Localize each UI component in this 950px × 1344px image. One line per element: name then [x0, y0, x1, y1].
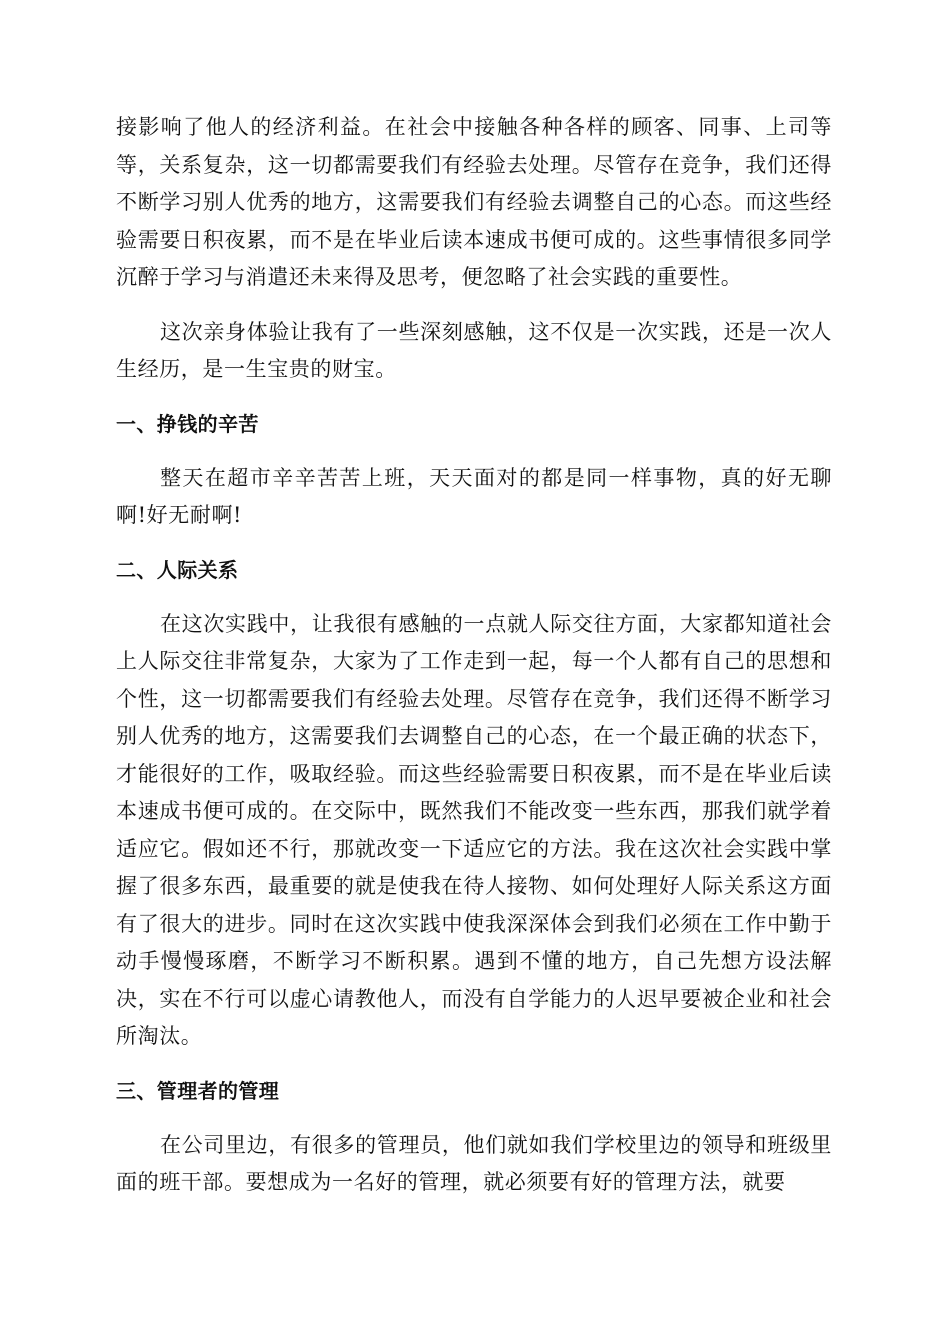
section-heading: 二、人际关系 — [116, 557, 239, 582]
body-paragraph: 整天在超市辛辛苦苦上班，天天面对的都是同一样事物，真的好无聊啊!好无耐啊! — [116, 465, 832, 527]
section-heading: 三、管理者的管理 — [116, 1078, 280, 1103]
body-paragraph: 在这次实践中，让我很有感触的一点就人际交往方面，大家都知道社会上人际交往非常复杂，大家为了工作走到一起，每一个人都有自己的思想和个性，这一切都需要我们有经验去处理。尽管存在竞争，我们还得不断学习别人优秀的地方，这需要我们去调整自己的心态，在一个最正确的状态下，才能很好的工作，吸取经验。而这些经验需要日积夜累，而不是在毕业后读本速成书便可成的。在交际中，既然我们不能改变一些东西，那我们就学着适应它。假如还不行，那就改变一下适应它的方法。我在这次社会实践中掌握了很多东西，最重要的就是使我在待人接物、如何处理好人际关系这方面有了很大的进步。同时在这次实践中使我深深体会到我们必须在工作中勤于动手慢慢琢磨，不断学习不断积累。遇到不懂的地方，自己先想方设法解决，实在不行可以虚心请教他人，而没有自学能力的人迟早要被企业和社会所淘汰。 — [116, 611, 832, 1048]
body-paragraph: 在公司里边，有很多的管理员，他们就如我们学校里边的领导和班级里面的班干部。要想成为一名好的管理，就必须要有好的管理方法，就要 — [116, 1132, 832, 1194]
body-paragraph: 这次亲身体验让我有了一些深刻感触，这不仅是一次实践，还是一次人生经历，是一生宝贵的财宝。 — [116, 319, 832, 381]
section-heading: 一、挣钱的辛苦 — [116, 411, 259, 436]
body-paragraph: 接影响了他人的经济利益。在社会中接触各种各样的顾客、同事、上司等等，关系复杂，这一切都需要我们有经验去处理。尽管存在竞争，我们还得不断学习别人优秀的地方，这需要我们有经验去调整自己的心态。而这些经验需要日积夜累，而不是在毕业后读本速成书便可成的。这些事情很多同学沉醉于学习与消遣还未来得及思考，便忽略了社会实践的重要性。 — [116, 115, 832, 289]
document-body — [116, 109, 832, 1202]
